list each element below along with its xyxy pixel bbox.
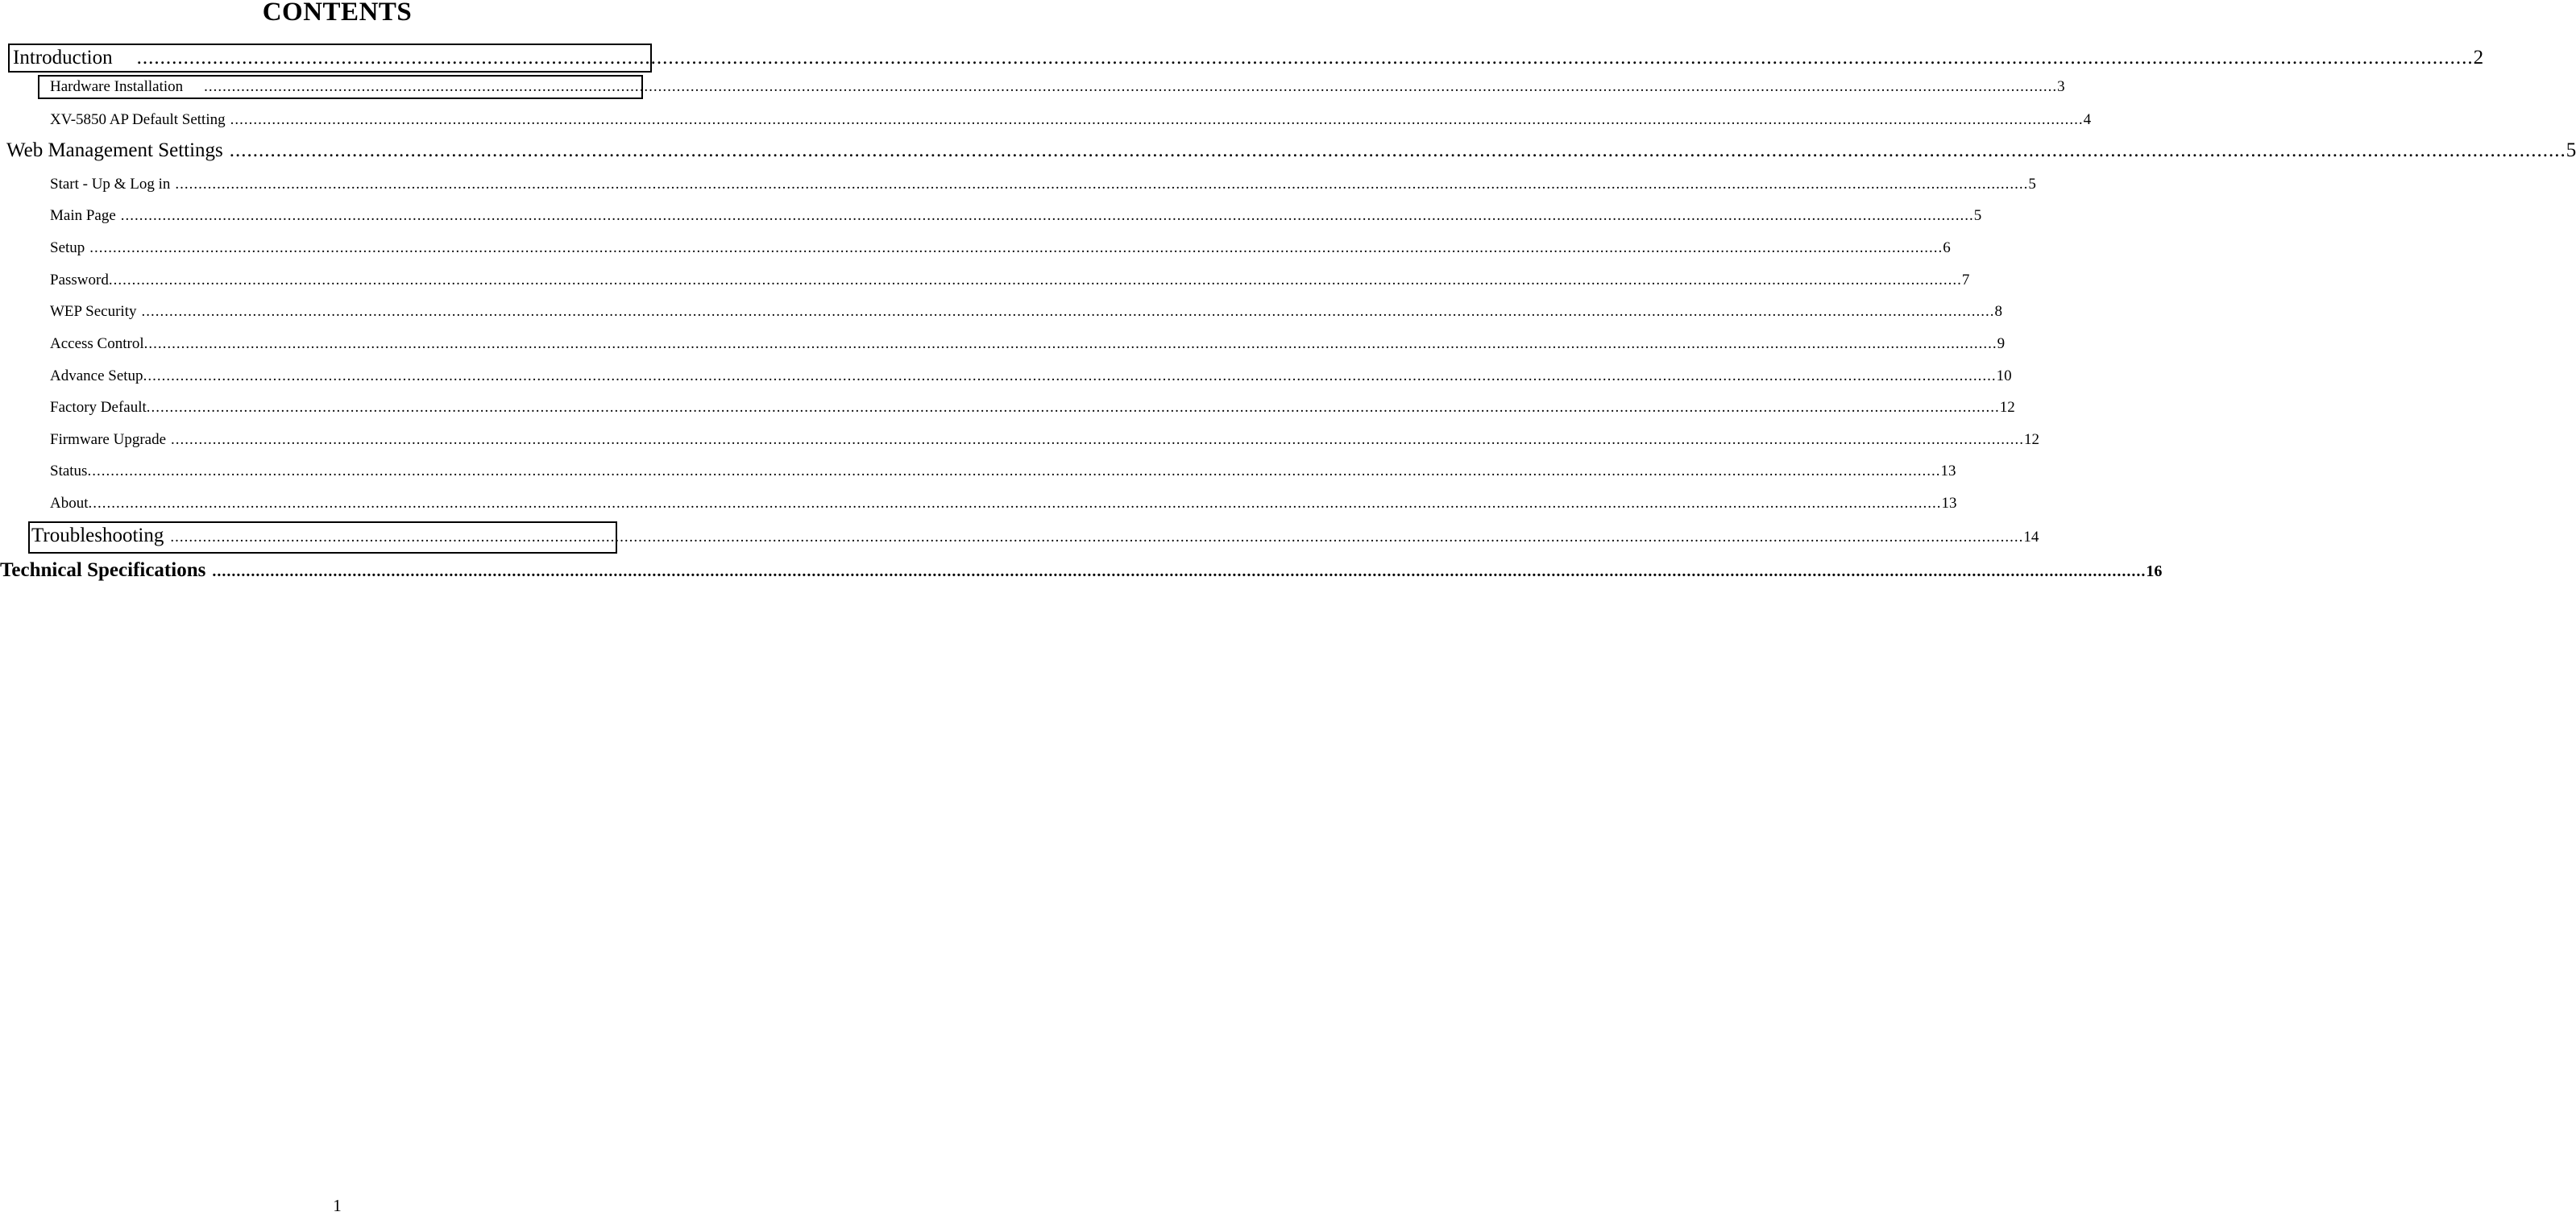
toc-entry-main-page[interactable] bbox=[50, 207, 1982, 225]
leader-dots: ................................................................................................................................................................................................................................................................................................................................................................................................................ bbox=[212, 562, 2147, 580]
toc-entry-web-management[interactable] bbox=[6, 139, 2576, 162]
toc-page: 13 bbox=[1941, 495, 1957, 512]
toc-entry-advance-setup[interactable] bbox=[50, 367, 2012, 385]
toc-label: Hardware Installation bbox=[50, 78, 184, 95]
toc-entry-technical-specifications[interactable] bbox=[0, 559, 2163, 582]
toc-label: Introduction bbox=[13, 47, 113, 68]
leader-dots: ................................................................................................................................................................................................................................................................................................................................................................................................................ bbox=[229, 139, 2566, 161]
page-title: CONTENTS bbox=[262, 0, 413, 27]
toc-page: 14 bbox=[2023, 529, 2039, 546]
leader-dots: ................................................................................................................................................................................................................................................................................................................................................................................................................ bbox=[171, 431, 2025, 448]
toc-label: Status bbox=[50, 463, 88, 479]
leader-dots: ................................................................................................................................................................................................................................................................................................................................................................................................................ bbox=[87, 463, 1941, 479]
toc-page: 5 bbox=[2028, 176, 2036, 193]
toc-entry-troubleshooting[interactable] bbox=[31, 525, 2039, 547]
leader-dots: ................................................................................................................................................................................................................................................................................................................................................................................................................ bbox=[136, 47, 2474, 68]
toc-page: 5 bbox=[1973, 207, 1982, 224]
leader-dots: ................................................................................................................................................................................................................................................................................................................................................................................................................ bbox=[120, 207, 1974, 224]
toc-label: Start - Up & Log in bbox=[50, 176, 171, 193]
toc-entry-password[interactable] bbox=[50, 272, 1970, 289]
toc-entry-access-control[interactable] bbox=[50, 335, 2006, 353]
toc-page: 6 bbox=[1943, 239, 1951, 256]
toc-page: 9 bbox=[1997, 335, 2006, 352]
toc-page: 12 bbox=[2024, 431, 2040, 448]
toc-entry-hardware-installation[interactable] bbox=[38, 75, 2065, 99]
toc-label: XV-5850 AP Default Setting bbox=[50, 111, 226, 128]
leader-dots: ................................................................................................................................................................................................................................................................................................................................................................................................................ bbox=[108, 272, 1962, 288]
leader-dots: ................................................................................................................................................................................................................................................................................................................................................................................................................ bbox=[143, 335, 1997, 352]
toc-entry-startup-login[interactable] bbox=[50, 176, 2036, 193]
toc-page: 2 bbox=[2473, 47, 2484, 68]
toc-label: Setup bbox=[50, 239, 85, 256]
leader-dots: ................................................................................................................................................................................................................................................................................................................................................................................................................ bbox=[204, 78, 2058, 95]
leader-dots: ................................................................................................................................................................................................................................................................................................................................................................................................................ bbox=[88, 495, 1942, 512]
toc-label: About bbox=[50, 495, 89, 512]
toc-entry-wep-security[interactable] bbox=[50, 303, 2002, 321]
toc-label: Troubleshooting bbox=[31, 525, 164, 546]
toc-label: Firmware Upgrade bbox=[50, 431, 167, 448]
toc-entry-introduction[interactable] bbox=[8, 44, 2484, 73]
toc-page: 7 bbox=[1961, 272, 1970, 288]
toc-page: 3 bbox=[2057, 78, 2065, 95]
toc-label: Technical Specifications bbox=[0, 559, 206, 581]
toc-label: Password bbox=[50, 272, 109, 288]
leader-dots: ................................................................................................................................................................................................................................................................................................................................................................................................................ bbox=[170, 529, 2024, 546]
toc-label: Web Management Settings bbox=[6, 139, 223, 161]
toc-page: 5 bbox=[2566, 139, 2576, 161]
toc-entry-about[interactable] bbox=[50, 495, 1957, 513]
toc-entry-firmware-upgrade[interactable] bbox=[50, 431, 2040, 449]
leader-dots: ................................................................................................................................................................................................................................................................................................................................................................................................................ bbox=[141, 303, 1995, 320]
toc-entry-factory-default[interactable] bbox=[50, 399, 2015, 417]
toc-label: Advance Setup bbox=[50, 367, 143, 384]
toc-entry-setup[interactable] bbox=[50, 239, 1951, 257]
toc-page: 12 bbox=[1999, 399, 2015, 416]
page-number: 1 bbox=[333, 1196, 342, 1215]
toc-label: Main Page bbox=[50, 207, 116, 224]
toc-entry-default-setting[interactable] bbox=[50, 111, 2092, 129]
toc-label: Access Control bbox=[50, 335, 144, 352]
toc-page: 10 bbox=[1996, 367, 2012, 384]
toc-page: 8 bbox=[1994, 303, 2002, 320]
leader-dots: ................................................................................................................................................................................................................................................................................................................................................................................................................ bbox=[146, 399, 2000, 416]
toc-entry-status[interactable] bbox=[50, 463, 1956, 480]
toc-label: Factory Default bbox=[50, 399, 147, 416]
toc-page: 13 bbox=[1940, 463, 1956, 479]
toc-label: WEP Security bbox=[50, 303, 137, 320]
toc-page: 4 bbox=[2083, 111, 2092, 128]
toc-page: 16 bbox=[2146, 562, 2163, 580]
leader-dots: ................................................................................................................................................................................................................................................................................................................................................................................................................ bbox=[143, 367, 1997, 384]
leader-dots: ................................................................................................................................................................................................................................................................................................................................................................................................................ bbox=[175, 176, 2029, 193]
leader-dots: ................................................................................................................................................................................................................................................................................................................................................................................................................ bbox=[89, 239, 1943, 256]
leader-dots: ................................................................................................................................................................................................................................................................................................................................................................................................................ bbox=[230, 111, 2084, 128]
